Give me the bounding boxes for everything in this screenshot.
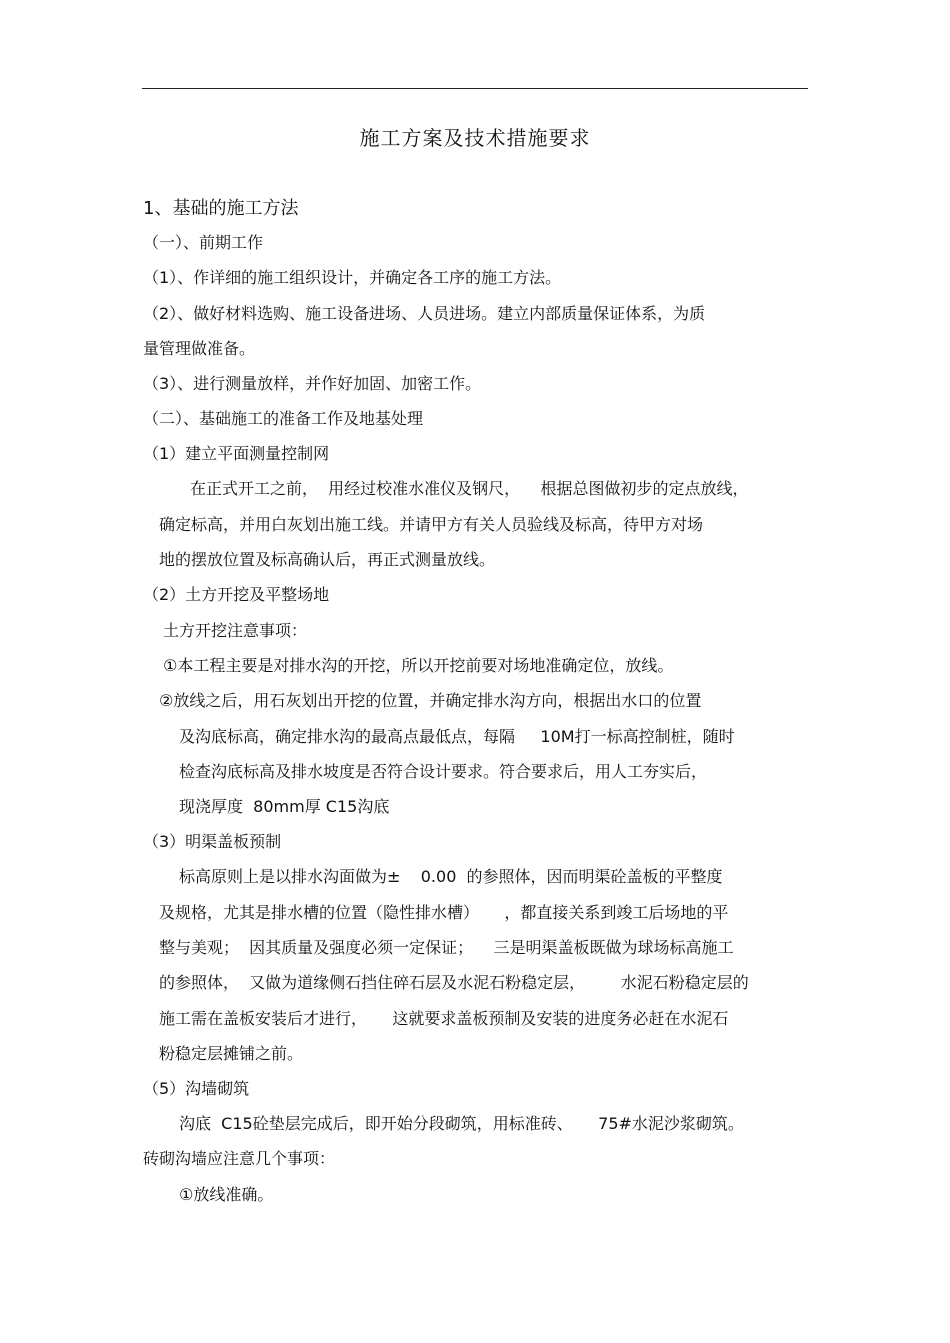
document-title: 施工方案及技术措施要求	[359, 126, 591, 150]
paragraph-line: 检查沟底标高及排水坡度是否符合设计要求。符合要求后，用人工夯实后，	[179, 762, 708, 781]
header-rule	[142, 88, 808, 89]
paragraph-line: 土方开挖注意事项：	[163, 621, 308, 640]
paragraph-line: 及沟底标高，确定排水沟的最高点最低点，每隔 10M打一标高控制桩，随时	[179, 727, 735, 746]
list-item: ①放线准确。	[179, 1185, 274, 1204]
paragraph-line: 砖砌沟墙应注意几个事项：	[143, 1149, 336, 1168]
list-item: ①本工程主要是对排水沟的开挖，所以开挖前要对场地准确定位，放线。	[163, 656, 674, 675]
item-heading: （3）明渠盖板预制	[143, 832, 282, 851]
paragraph-line: 地的摆放位置及标高确认后，再正式测量放线。	[159, 550, 496, 569]
paragraph-line: 整与美观； 因其质量及强度必须一定保证； 三是明渠盖板既做为球场标高施工	[159, 938, 734, 957]
paragraph-line: 量管理做准备。	[143, 339, 256, 358]
paragraph-line: 沟底 C15砼垫层完成后，即开始分段砌筑，用标准砖、 75#水泥沙浆砌筑。	[179, 1114, 744, 1133]
paragraph-line: 标高原则上是以排水沟面做为± 0.00 的参照体，因而明渠砼盖板的平整度	[179, 867, 723, 886]
paragraph-line: 施工需在盖板安装后才进行， 这就要求盖板预制及安装的进度务必赶在水泥石	[159, 1009, 729, 1028]
subsection-heading: （一）、前期工作	[143, 233, 264, 252]
paragraph-line: 的参照体， 又做为道缘侧石挡住碎石层及水泥石粉稳定层， 水泥石粉稳定层的	[159, 973, 749, 992]
item-heading: （1）建立平面测量控制网	[143, 444, 330, 463]
list-item: ②放线之后，用石灰划出开挖的位置，并确定排水沟方向，根据出水口的位置	[159, 691, 702, 710]
subsection-heading: （二）、基础施工的准备工作及地基处理	[143, 409, 424, 428]
paragraph-line: 粉稳定层摊铺之前。	[159, 1044, 304, 1063]
paragraph-line: （1）、作详细的施工组织设计，并确定各工序的施工方法。	[143, 268, 562, 287]
paragraph-line: 确定标高，并用白灰划出施工线。并请甲方有关人员验线及标高，待甲方对场	[159, 515, 704, 534]
paragraph-line: 及规格，尤其是排水槽的位置（隐性排水槽） ，都直接关系到竣工后场地的平	[159, 903, 729, 922]
paragraph-line: 现浇厚度 80mm厚 C15沟底	[179, 797, 390, 816]
item-heading: （2）土方开挖及平整场地	[143, 585, 330, 604]
paragraph-line: （2）、做好材料选购、施工设备进场、人员进场。建立内部质量保证体系，为质	[143, 304, 706, 323]
section-heading: 1、基础的施工方法	[143, 198, 299, 219]
item-heading: （5）沟墙砌筑	[143, 1079, 250, 1098]
paragraph-line: （3）、进行测量放样，并作好加固、加密工作。	[143, 374, 482, 393]
paragraph-line: 在正式开工之前， 用经过校准水准仪及钢尺， 根据总图做初步的定点放线，	[190, 479, 749, 498]
